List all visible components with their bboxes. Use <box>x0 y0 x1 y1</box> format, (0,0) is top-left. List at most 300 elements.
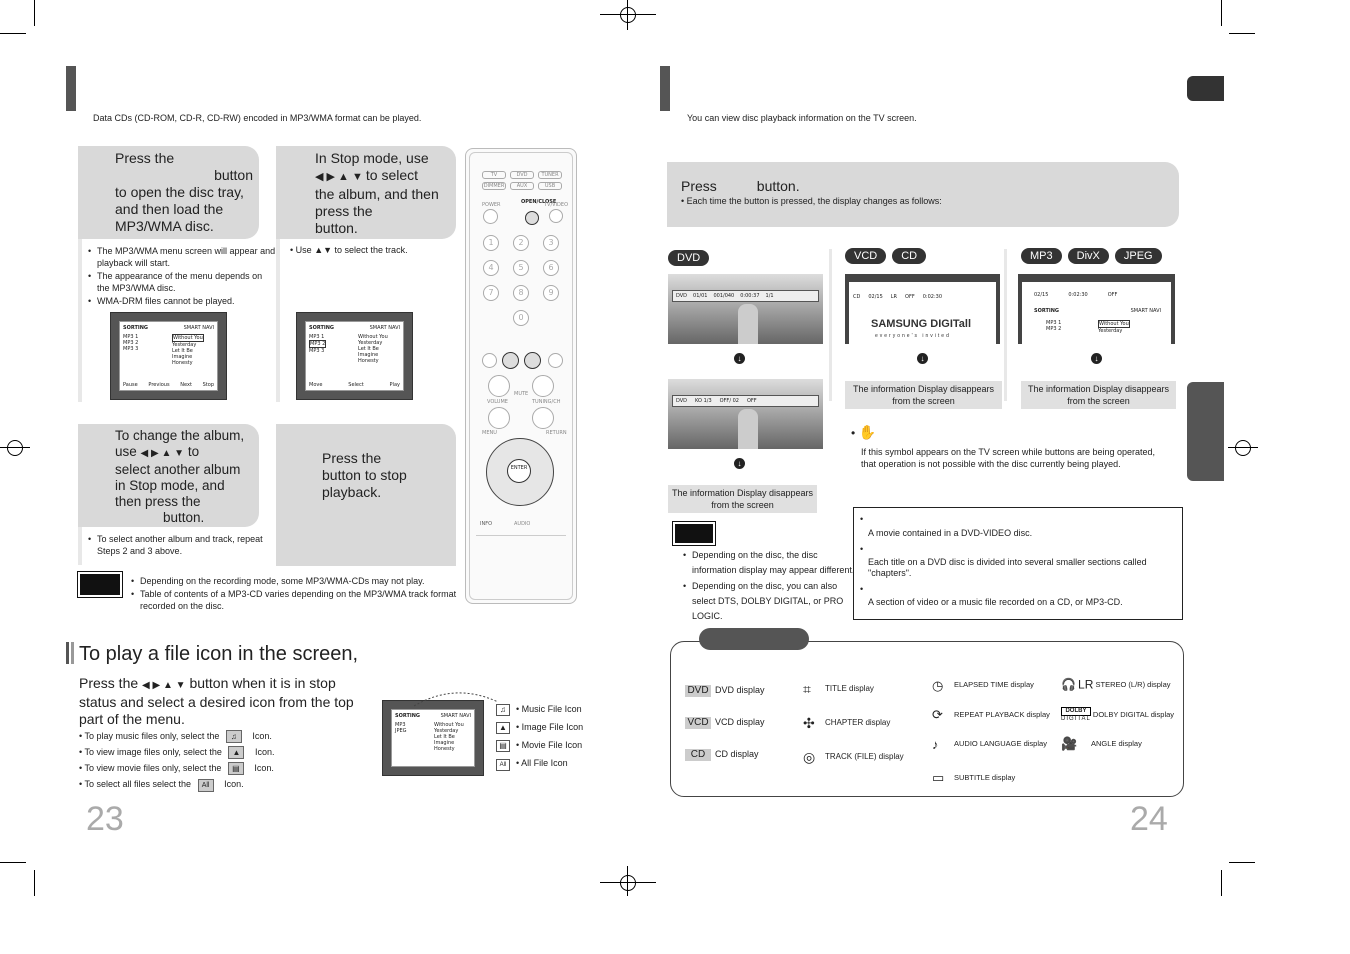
step-text-line <box>315 167 455 186</box>
number-button[interactable]: 0 <box>513 310 529 326</box>
track-list <box>172 334 204 366</box>
icon-legend-item: ♫ • Music File Icon <box>496 700 583 718</box>
info-bar <box>1034 292 1167 298</box>
disc-tag: DivX <box>1068 248 1109 264</box>
crop-mark <box>34 0 35 26</box>
file-icon-title: To play a file icon in the screen, <box>79 643 359 665</box>
note-badge <box>673 522 715 545</box>
bullet-item: • The MP3/WMA menu screen will appear and playback will start. <box>97 245 277 269</box>
audio-label: AUDIO <box>514 521 531 527</box>
legend-text: All File Icon <box>521 758 568 768</box>
dolby-digital-icon <box>1061 707 1091 723</box>
number-button[interactable]: 4 <box>483 260 499 276</box>
legend-col-3 <box>932 670 1050 792</box>
right-notes <box>682 548 860 625</box>
track-item: Imagine <box>358 352 379 358</box>
number-button[interactable]: 1 <box>483 235 499 251</box>
icon-legend <box>496 700 583 772</box>
footer-label: Stop <box>202 382 214 388</box>
album-list <box>395 722 407 734</box>
samsung-logo: SAMSUNG DIGITall <box>871 318 972 330</box>
legend-item <box>803 740 904 774</box>
page-number: 23 <box>86 800 124 838</box>
track-item: Let It Be <box>434 734 455 740</box>
info-label: INFO <box>480 521 493 527</box>
footer-label: Previous <box>148 382 170 388</box>
power-button[interactable] <box>483 209 498 224</box>
volume-down-button[interactable] <box>488 407 510 429</box>
legend-item <box>803 672 904 706</box>
press-info-text <box>681 178 800 194</box>
arrow-keys-icon: ◀ ▶ ▲ ▼ <box>140 448 185 459</box>
info-value: CD <box>853 293 861 300</box>
album-item: MP3 1 <box>123 334 139 340</box>
track-item: Yesterday <box>434 728 459 734</box>
dolby-text: DIGITAL <box>1061 715 1091 722</box>
legend-label: CHAPTER display <box>825 718 891 728</box>
tv-button[interactable]: TV <box>482 171 506 179</box>
legend-item <box>932 700 1050 730</box>
subtitle-icon: ▭ <box>932 770 945 786</box>
info-bar <box>853 292 992 301</box>
track-item: Imagine <box>172 354 193 360</box>
hand-stop-icon: ✋ <box>858 424 876 440</box>
crop-mark <box>34 870 35 896</box>
legend-text: Music File Icon <box>521 704 582 714</box>
intro-text: You can view disc playback information on the TV screen. <box>687 113 917 123</box>
chapter-icon: ✣ <box>803 715 815 732</box>
step-1-text <box>115 150 253 235</box>
step-text-line: MP3/WMA disc. <box>115 218 214 234</box>
enter-button[interactable] <box>507 459 531 483</box>
number-button[interactable]: 9 <box>543 285 559 301</box>
track-list <box>1098 320 1130 334</box>
step-text-line: to open the disc tray, <box>115 184 244 200</box>
file-icon-screen <box>382 700 484 776</box>
desc-line <box>79 675 379 694</box>
mp3-screen <box>1018 274 1175 344</box>
tv-video-button[interactable] <box>549 209 563 223</box>
legend-item <box>932 763 1050 793</box>
dvd-display-tag: DVD <box>685 685 711 697</box>
album-list <box>309 334 326 354</box>
disc-tag: JPEG <box>1115 248 1162 264</box>
info-value: 1/1 <box>765 293 774 299</box>
footer-label: Move <box>309 382 323 388</box>
legend-item <box>932 670 1050 700</box>
number-pad <box>483 235 563 326</box>
info-bar <box>672 290 819 302</box>
track-icon: ◎ <box>803 749 816 766</box>
legend-col-4 <box>1061 670 1174 758</box>
legend-item <box>1061 670 1174 700</box>
press-bullet: • Each time the button is pressed, the display changes as follows: <box>681 196 942 206</box>
music-file-icon: ♫ <box>496 704 510 716</box>
step-text-line: and then load the <box>115 201 224 217</box>
section-header-bar <box>66 66 76 111</box>
step-text-line: select another album <box>115 462 241 477</box>
footer-label: Play <box>389 382 400 388</box>
section-header-bar <box>660 66 670 111</box>
registration-mark <box>620 875 636 891</box>
definition-text: A movie contained in a DVD-VIDEO disc. <box>868 528 1033 538</box>
tv-video-label: TV/VIDEO <box>544 202 568 208</box>
album-item: MP3 <box>395 722 406 728</box>
bullet-text: To select all files select the <box>84 779 192 789</box>
info-value: 0:02:30 <box>1068 292 1088 298</box>
crop-mark <box>0 33 26 34</box>
album-item: MP3 3 <box>309 348 325 354</box>
album-item: MP3 2 <box>310 341 326 347</box>
all-file-icon: All <box>496 759 510 771</box>
cactus-image <box>738 304 758 344</box>
repeat-icon: ⟳ <box>932 707 943 723</box>
bullet-text: to select the track. <box>334 245 408 255</box>
track-item: Without You <box>358 334 388 340</box>
step-text-line: button to stop <box>322 467 407 483</box>
info-value: 02/15 <box>868 293 883 300</box>
info-value: OFF/ 02 <box>719 398 739 404</box>
info-value: OFF <box>746 398 757 404</box>
hand-note-text: If this symbol appears on the TV screen while buttons are being operated, that operation is not possible with the disc currently being played. <box>861 447 1156 469</box>
album-item: MP3 2 <box>1046 326 1062 332</box>
number-button[interactable]: 3 <box>543 235 559 251</box>
cactus-image <box>738 409 758 449</box>
note-item: • Depending on the disc, you can also select DTS, DOLBY DIGITAL, or PRO LOGIC. <box>692 579 860 624</box>
step-text-line: button. <box>163 510 205 525</box>
open-close-button[interactable] <box>525 211 539 225</box>
mode-buttons <box>482 171 562 190</box>
info-value: KO 1/3 <box>695 398 712 404</box>
up-down-icon: ▲▼ <box>314 245 333 255</box>
note-item: • Depending on the recording mode, some MP3/WMA-CDs may not play. <box>140 575 460 587</box>
legend-label: ELAPSED TIME display <box>954 680 1034 689</box>
bullet-text: Each time the button is pressed, the display changes as follows: <box>686 196 942 206</box>
album-list <box>1046 320 1061 332</box>
track-item: Honesty <box>358 358 379 364</box>
legend-item <box>803 706 904 740</box>
dimmer-button[interactable]: DIMMER <box>483 183 505 189</box>
number-button[interactable]: 2 <box>513 235 529 251</box>
sorting-label: SORTING <box>1034 308 1060 314</box>
smart-navi-label: SMART NAVI <box>1130 308 1161 314</box>
usb-button[interactable]: USB <box>538 182 562 190</box>
legend-text: Movie File Icon <box>521 740 583 750</box>
track-item: Yesterday <box>358 340 383 346</box>
legend-label: ANGLE display <box>1091 738 1142 748</box>
step-text-line: Press the <box>322 450 382 466</box>
info-value: OFF <box>905 293 915 300</box>
info-value: 0:00:37 <box>740 293 760 299</box>
track-item: Without You <box>434 722 464 728</box>
step-1-side <box>78 239 82 402</box>
info-value: 01/01 <box>693 293 708 299</box>
legend-label: TITLE display <box>825 684 874 694</box>
column-divider <box>829 249 832 401</box>
sorting-label: SORTING <box>395 713 421 719</box>
track-item: Without You <box>1099 321 1129 327</box>
disc-tag: VCD <box>845 248 886 264</box>
camera-angle-icon: 🎥 <box>1061 736 1078 752</box>
legend-col-1 <box>685 674 765 770</box>
dvd-screen-2 <box>668 379 823 449</box>
registration-mark <box>620 7 636 23</box>
tuner-button[interactable]: TUNER <box>538 171 562 179</box>
file-bullet: • To select all files select the All Icon. <box>79 776 274 792</box>
info-value: OFF <box>1107 292 1118 298</box>
album-item: JPEG <box>395 728 407 734</box>
crop-mark <box>1229 862 1255 863</box>
press-info-box <box>667 162 1179 227</box>
step-text-line: button <box>214 167 253 183</box>
dvd-screen-1 <box>668 274 823 344</box>
info-bar <box>672 395 819 407</box>
track-item: Imagine <box>434 740 455 746</box>
legend-text: Image File Icon <box>521 722 584 732</box>
sorting-label: SORTING <box>309 325 335 331</box>
track-item: Yesterday <box>172 342 197 348</box>
tuning-down-button[interactable] <box>532 407 554 429</box>
vcd-tags <box>845 248 926 264</box>
info-value: LR <box>890 293 898 300</box>
step-2-text <box>315 150 455 237</box>
icon-legend-item: ▤ • Movie File Icon <box>496 736 583 754</box>
number-button[interactable]: 8 <box>513 285 529 301</box>
info-value: 0:02:30 <box>922 293 942 300</box>
chapter-tab <box>1187 76 1224 101</box>
cd-display-tag: CD <box>685 749 711 761</box>
mute-label: MUTE <box>514 391 529 397</box>
legend-label: DOLBY DIGITAL display <box>1092 709 1175 719</box>
step-2-side <box>276 239 280 402</box>
stop-button[interactable] <box>502 352 519 369</box>
image-file-icon: ▲ <box>496 722 510 734</box>
legend-item <box>685 706 765 738</box>
track-list <box>358 334 388 364</box>
icon-legend-item: All • All File Icon <box>496 754 583 772</box>
note-item: • Table of contents of a MP3-CD varies depending on the MP3/WMA track format recorded on the disc. <box>140 588 460 612</box>
legend-item <box>1061 700 1174 729</box>
track-item: Let It Be <box>358 346 379 352</box>
smart-navi-label: SMART NAVI <box>440 713 471 719</box>
step-text-line: To change the album, <box>115 428 245 443</box>
bullet-text: Icon. <box>254 747 275 757</box>
step-text-line: then press the <box>115 494 201 509</box>
down-arrow-icon: ↓ <box>917 353 928 364</box>
file-icon-desc <box>79 675 379 728</box>
legend-label: CD display <box>715 749 759 759</box>
step-text-line: button. <box>315 220 358 236</box>
desc-line: status and select a desired icon from the top <box>79 694 354 710</box>
track-item: Let It Be <box>172 348 193 354</box>
note-badge <box>78 572 122 597</box>
remote-control <box>465 148 577 604</box>
legend-col-2 <box>803 672 904 774</box>
skip-forward-button[interactable] <box>548 353 563 368</box>
number-button[interactable]: 7 <box>483 285 499 301</box>
registration-mark <box>7 440 23 456</box>
column-divider <box>1004 249 1007 401</box>
def-bullet: • <box>860 544 864 554</box>
mp3-menu-screen <box>296 312 413 400</box>
bullet-text: To view image files only, select the <box>84 747 222 757</box>
legend-item <box>932 729 1050 759</box>
def-bullet: • <box>860 584 864 594</box>
all-file-icon: All <box>198 779 214 792</box>
legend-label: STEREO (L/R) display <box>1095 680 1171 689</box>
press-fragment: Press <box>681 178 717 194</box>
press-fragment: button. <box>756 178 800 194</box>
step-4-text <box>322 450 452 501</box>
step-text-line: Press the <box>115 150 175 166</box>
number-button[interactable]: 6 <box>543 260 559 276</box>
disc-tag: CD <box>892 248 926 264</box>
disc-tag: MP3 <box>1021 248 1062 264</box>
headphones-icon: 🎧 <box>1061 677 1076 692</box>
legend-label: VCD display <box>715 717 765 727</box>
legend-item <box>685 674 765 706</box>
down-arrow-icon: ↓ <box>734 458 745 469</box>
mp3-tags <box>1021 248 1162 264</box>
step-text-fragment: to <box>187 444 200 459</box>
step-text-line <box>115 444 255 462</box>
caption: The information Display disappears from the screen <box>668 485 817 513</box>
definition-text: A section of video or a music file recorded on a CD, or MP3-CD. <box>868 597 1123 607</box>
track-item: Yesterday <box>1098 328 1123 334</box>
step-text-fragment: to select <box>365 167 419 183</box>
down-arrow-icon: ↓ <box>1091 353 1102 364</box>
arrow-keys-icon: ◀ ▶ ▲ ▼ <box>315 171 366 183</box>
power-label: POWER <box>482 202 501 208</box>
bullet-text: Icon. <box>254 763 274 773</box>
step-2-bullet: • Use ▲▼ to select the track. <box>290 245 408 255</box>
step-text-line: playback. <box>322 484 382 500</box>
enter-label: ENTER <box>510 465 528 471</box>
album-item: MP3 2 <box>123 340 139 346</box>
smart-navi-label: SMART NAVI <box>183 325 214 331</box>
arrow-keys-icon: ◀ ▶ ▲ ▼ <box>142 680 186 691</box>
bullet-item: • WMA-DRM files cannot be played. <box>97 295 277 307</box>
step-1-bullets <box>87 245 277 308</box>
icon-legend-item: ▲ • Image File Icon <box>496 718 583 736</box>
open-close-label: OPEN/CLOSE <box>521 199 557 205</box>
play-pause-button[interactable] <box>524 352 541 369</box>
caption: The information Display disappears from the screen <box>1021 381 1176 409</box>
file-bullet: • To view movie files only, select the ▤ Icon. <box>79 763 274 773</box>
footer-label: Select <box>348 382 364 388</box>
hand-note-bullet: • ✋ <box>851 424 876 440</box>
samsung-tagline: everyone's invited <box>875 333 951 339</box>
legend-item <box>1061 729 1174 759</box>
bullet-text: Use <box>295 245 312 255</box>
image-file-icon: ▲ <box>228 746 244 759</box>
legend-item <box>685 738 765 770</box>
title-bar <box>71 642 74 664</box>
step-text-line: the album, and then <box>315 186 439 202</box>
intro-text: Data CDs (CD-ROM, CD-R, CD-RW) encoded in MP3/WMA format can be played. <box>93 113 422 123</box>
skip-back-button[interactable] <box>482 353 497 368</box>
legend-label: TRACK (FILE) display <box>825 752 904 762</box>
legend-label: SUBTITLE display <box>954 772 1016 782</box>
step-text-line: in Stop mode, and <box>115 478 225 493</box>
footer-label: Pause <box>123 382 138 388</box>
note-item: • Depending on the disc, the disc information display may appear different. <box>692 548 860 578</box>
down-arrow-icon: ↓ <box>734 353 745 364</box>
legend-label: REPEAT PLAYBACK display <box>954 709 1050 719</box>
side-tab <box>1187 382 1224 481</box>
bullet-item: • The appearance of the menu depends on the MP3/WMA disc. <box>97 270 277 294</box>
legend-label: AUDIO LANGUAGE display <box>954 739 1047 749</box>
volume-up-button[interactable] <box>488 375 510 397</box>
album-list <box>123 334 138 352</box>
movie-file-icon: ▤ <box>496 740 510 752</box>
crop-mark <box>1221 870 1222 896</box>
file-bullets <box>79 728 274 792</box>
tuning-label: TUNING/CH <box>532 399 561 405</box>
number-button[interactable]: 5 <box>513 260 529 276</box>
track-item: Honesty <box>172 360 193 366</box>
dvd-icon: DVD <box>676 398 688 404</box>
dolby-text: DOLBY <box>1061 707 1091 716</box>
crop-mark <box>1221 0 1222 26</box>
step-text-line: In Stop mode, use <box>315 150 429 166</box>
desc-fragment: button when it is in stop <box>189 675 336 691</box>
info-value: 001/040 <box>713 293 735 299</box>
disc-tag: DVD <box>668 250 709 266</box>
step-text-line: press the <box>315 203 373 219</box>
music-file-icon: ♫ <box>226 730 242 743</box>
desc-fragment: Press the <box>79 675 139 691</box>
tuning-up-button[interactable] <box>532 375 554 397</box>
track-item: Honesty <box>434 746 455 752</box>
vcd-display-tag: VCD <box>685 717 711 729</box>
menu-footer <box>123 382 214 388</box>
legend-label: DVD display <box>715 685 765 695</box>
volume-label: VOLUME <box>487 399 508 405</box>
menu-footer <box>309 382 400 388</box>
return-label: RETURN <box>546 430 567 436</box>
bullet-text: Icon. <box>252 731 272 741</box>
dvd-icon: DVD <box>676 293 688 299</box>
track-item: Without You <box>173 335 203 341</box>
crop-mark <box>1229 33 1255 34</box>
file-bullet: • To view image files only, select the ▲ Icon. <box>79 747 275 757</box>
album-item: MP3 3 <box>123 346 139 352</box>
movie-file-icon: ▤ <box>228 762 244 775</box>
audio-language-icon: ♪ <box>932 736 939 752</box>
sorting-label: SORTING <box>123 325 149 331</box>
album-item: MP3 1 <box>1046 320 1062 326</box>
dvd-button[interactable]: DVD <box>510 171 534 179</box>
track-list <box>434 722 464 752</box>
registration-mark <box>1235 440 1251 456</box>
menu-label: MENU <box>482 430 497 436</box>
legend-header-pill <box>699 628 809 650</box>
dvd-tags <box>668 248 709 266</box>
mp3-menu-screen <box>110 312 227 400</box>
aux-button[interactable]: AUX <box>510 182 534 190</box>
footer-label: Next <box>180 382 192 388</box>
bullet-item: • To select another album and track, repeat Steps 2 and 3 above. <box>97 533 267 557</box>
step-3-text <box>115 428 255 526</box>
definitions-box <box>853 507 1183 620</box>
album-item: MP3 1 <box>309 334 325 340</box>
title-bar <box>66 642 69 664</box>
title-icon: ⌗ <box>803 681 811 697</box>
clock-icon: ◷ <box>932 677 944 693</box>
def-bullet: • <box>860 514 864 524</box>
crop-mark <box>0 862 26 863</box>
